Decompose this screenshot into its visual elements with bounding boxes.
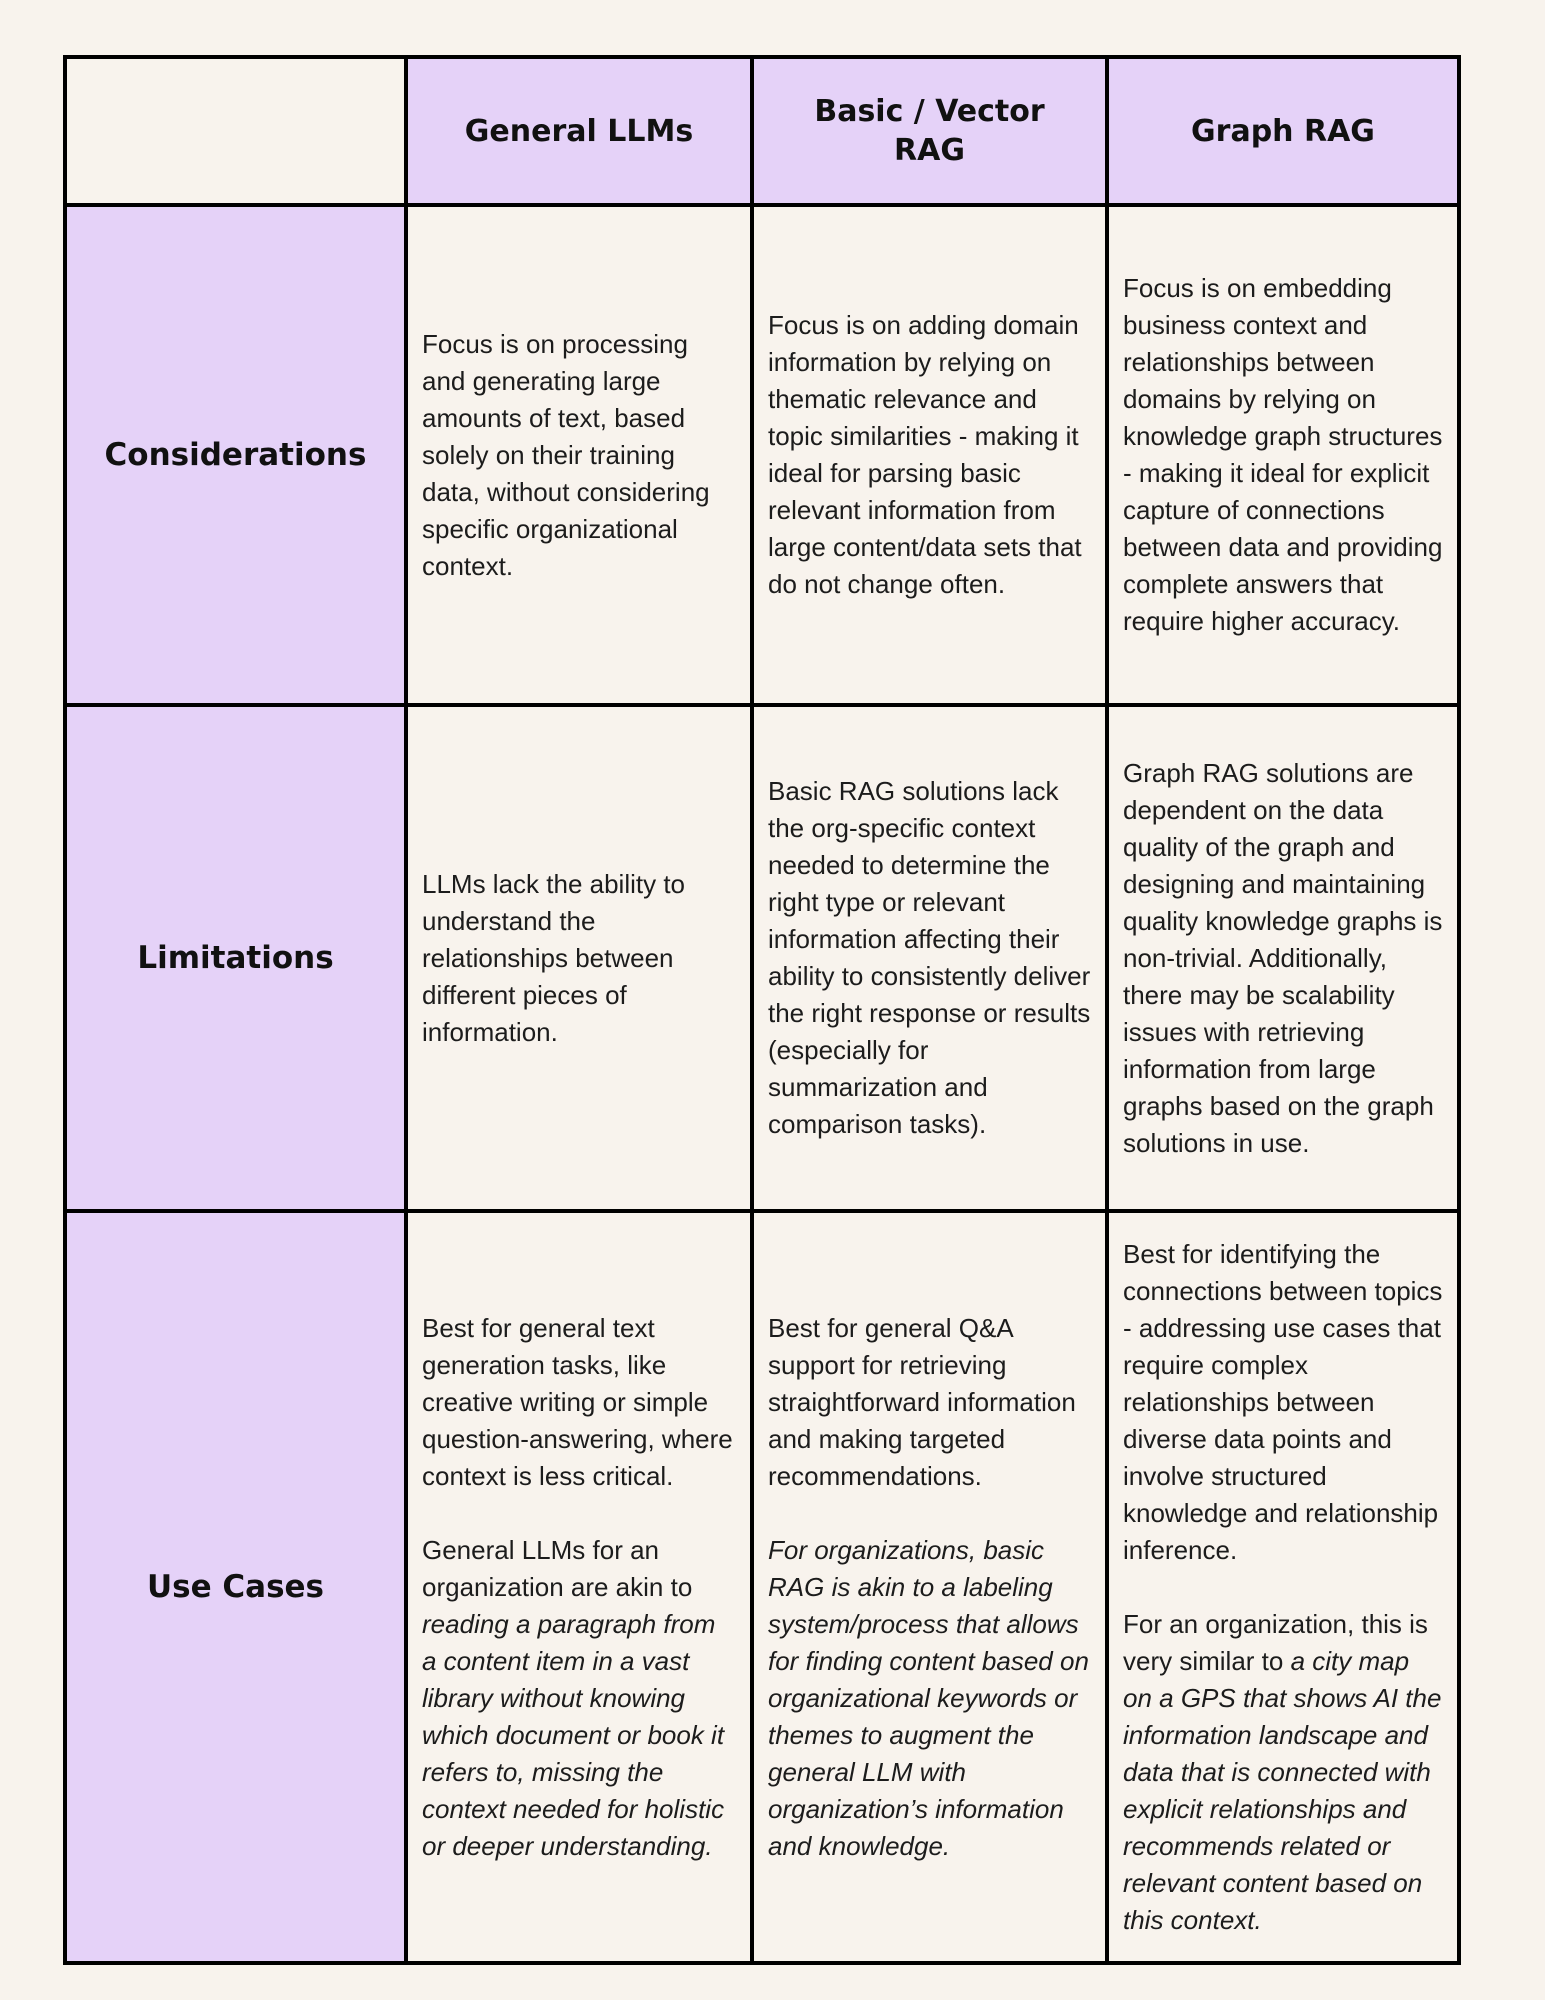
cell-paragraph: Focus is on processing and generating large amounts of text, based solely on their training data, without considering specific organizational context. [422, 328, 710, 581]
cell-text-italic: a city map on a GPS that shows AI the information landscape and data that is connected with explicit relationships and recommends related or relevant content based on this context. [1123, 1645, 1442, 1935]
cell-paragraph [768, 1532, 1091, 1865]
cell-paragraph: LLMs lack the ability to understand the relationships between different pieces of information. [422, 868, 686, 1047]
cell-paragraph: Focus is on embedding business context and relationships between domains by relying on knowledge graph structures - making it ideal for explicit capture of connections between data and providing complete answers that require higher accuracy. [1123, 273, 1443, 636]
column-header-general-llms: General LLMs [408, 59, 754, 207]
column-header-basic-vector-rag: Basic / Vector RAG [754, 59, 1109, 207]
corner-cell [67, 59, 408, 207]
cell-paragraph: Best for general Q&A support for retrieving straightforward information and making targeted recommendations. [768, 1312, 1076, 1491]
cell-text-italic: For organizations, basic RAG is akin to a labeling system/process that allows for finding content based on organizational keywords or themes to augment the general LLM with organization’s information and knowledge. [768, 1534, 1089, 1861]
cell-use-cases-general-llms [408, 1213, 754, 1961]
cell-considerations-general-llms [408, 207, 754, 707]
cell-paragraph: Focus is on adding domain information by relying on thematic relevance and topic similarities - making it ideal for parsing basic relevant information from large content/data sets that do not change often. [768, 310, 1082, 599]
cell-use-cases-basic-vector-rag [754, 1213, 1109, 1961]
cell-paragraph [1123, 1606, 1443, 1939]
cell-paragraph: Best for identifying the connections between topics - addressing use cases that require complex relationships between diverse data points and involve structured knowledge and relationship inference. [1123, 1238, 1443, 1565]
cell-text-regular: General LLMs for an organization are akin to [422, 1534, 693, 1602]
row-label-limitations: Limitations [67, 707, 408, 1213]
comparison-table [63, 55, 1461, 1965]
cell-use-cases-graph-rag [1109, 1213, 1457, 1961]
cell-limitations-general-llms [408, 707, 754, 1213]
cell-text-italic: reading a paragraph from a content item in a vast library without knowing which document or book it refers to, missing the context needed for holistic or deeper understanding. [422, 1608, 725, 1861]
cell-paragraph: Best for general text generation tasks, like creative writing or simple question-answering, where context is less critical. [422, 1312, 733, 1491]
cell-paragraph [422, 1532, 736, 1865]
cell-paragraph: Basic RAG solutions lack the org-specific context needed to determine the right type or relevant information affecting their ability to consistently deliver the right response or results (especially for summarization and comparison tasks). [768, 776, 1091, 1139]
row-label-considerations: Considerations [67, 207, 408, 707]
cell-limitations-graph-rag [1109, 707, 1457, 1213]
column-header-graph-rag: Graph RAG [1109, 59, 1457, 207]
cell-paragraph: Graph RAG solutions are dependent on the data quality of the graph and designing and maintaining quality knowledge graphs is non-trivial. Additionally, there may be scalability issues with retrieving information from large graphs based on the graph solutions in use. [1123, 757, 1443, 1158]
cell-considerations-graph-rag [1109, 207, 1457, 707]
cell-text-regular: For an organization, this is very similar to [1123, 1608, 1428, 1676]
cell-considerations-basic-vector-rag [754, 207, 1109, 707]
row-label-use-cases: Use Cases [67, 1213, 408, 1961]
cell-limitations-basic-vector-rag [754, 707, 1109, 1213]
